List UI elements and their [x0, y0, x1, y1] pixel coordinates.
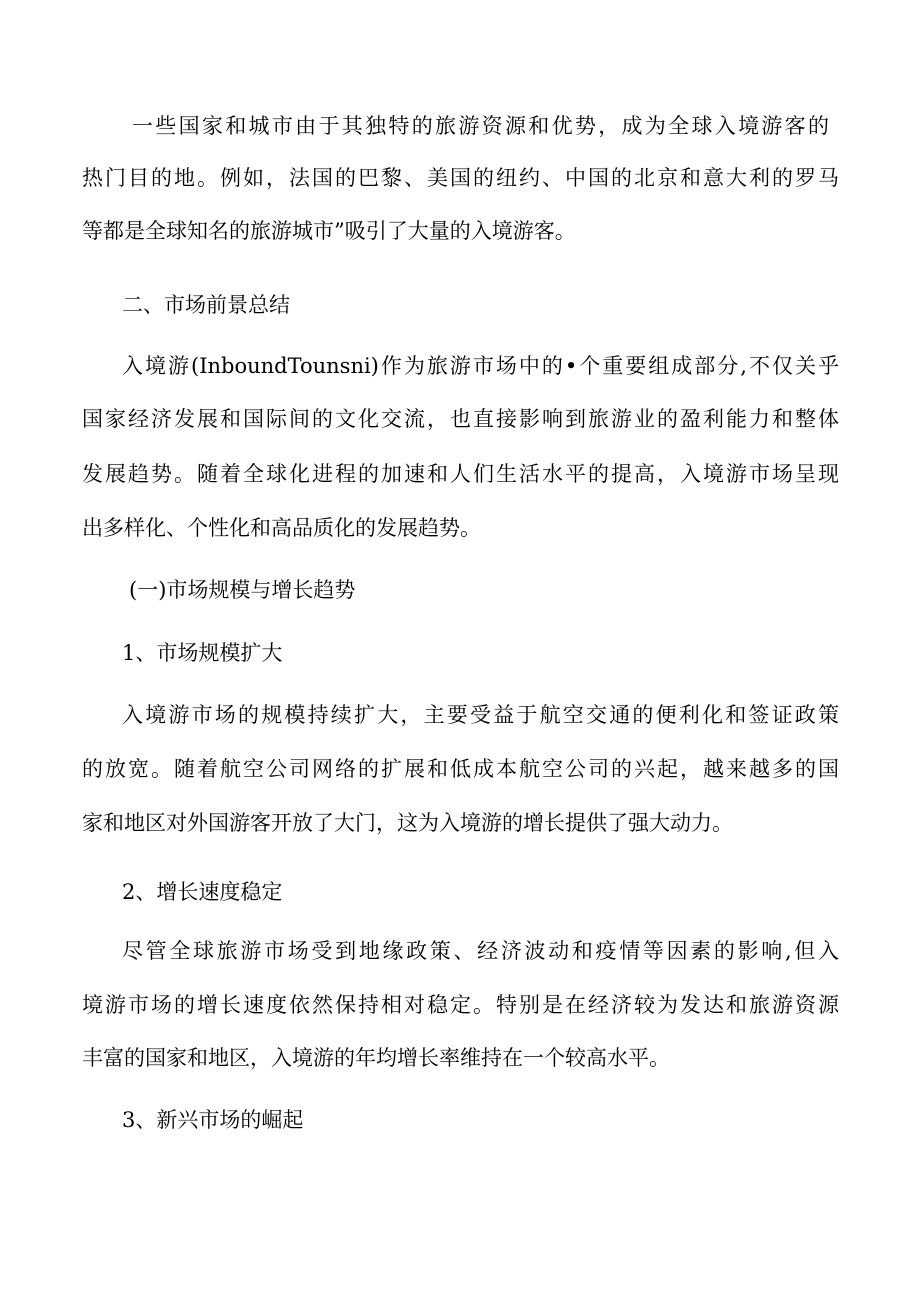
subsection-heading-text: (一)市场规模与增长趋势: [129, 578, 356, 602]
item-heading-text: 1、市场规模扩大: [122, 641, 283, 665]
text-line-content: 尽管全球旅游市场受到地缘政策、经济波动和疫情等因素的影响,但入: [122, 939, 839, 963]
text-line-content: 一些国家和城市由于其独特的旅游资源和优势，成为全球入境游客的: [132, 114, 829, 138]
text-line-content: 入境游市场的规模持续扩大，主要受益于航空交通的便利化和签证政策: [122, 703, 839, 727]
item-heading-text: 2、增长速度稳定: [122, 880, 283, 904]
item-heading-text: 3、新兴市场的崛起: [122, 1108, 304, 1132]
text-line-content: 国家经济发展和国际间的文化交流，也直接影响到旅游业的盈利能力和整体: [82, 407, 839, 431]
text-line-content: 的放宽。随着航空公司网络的扩展和低成本航空公司的兴起，越来越多的国: [82, 757, 839, 781]
text-line-content: 等都是全球知名的旅游城市”吸引了大量的入境游客。: [82, 219, 576, 243]
text-line-content: 丰富的国家和地区，入境游的年均增长率维持在一个较高水平。: [82, 1046, 670, 1070]
text-line-content: 发展趋势。随着全球化进程的加速和人们生活水平的提高，入境游市场呈现: [82, 462, 839, 486]
text-line-content: 热门目的地。例如，法国的巴黎、美国的纽约、中国的北京和意大利的罗马: [82, 166, 839, 190]
text-line-content: 境游市场的增长速度依然保持相对稳定。特别是在经济较为发达和旅游资源: [82, 993, 839, 1017]
text-line-content: 家和地区对外国游客开放了大门，这为入境游的增长提供了强大动力。: [82, 811, 733, 835]
section-heading-text: 二、市场前景总结: [122, 293, 290, 317]
text-line-content: 出多样化、个性化和高品质化的发展趋势。: [82, 516, 481, 540]
text-line-content: 入境游(InboundTounsni)作为旅游市场中的•个重要组成部分,不仅关乎: [122, 354, 839, 378]
